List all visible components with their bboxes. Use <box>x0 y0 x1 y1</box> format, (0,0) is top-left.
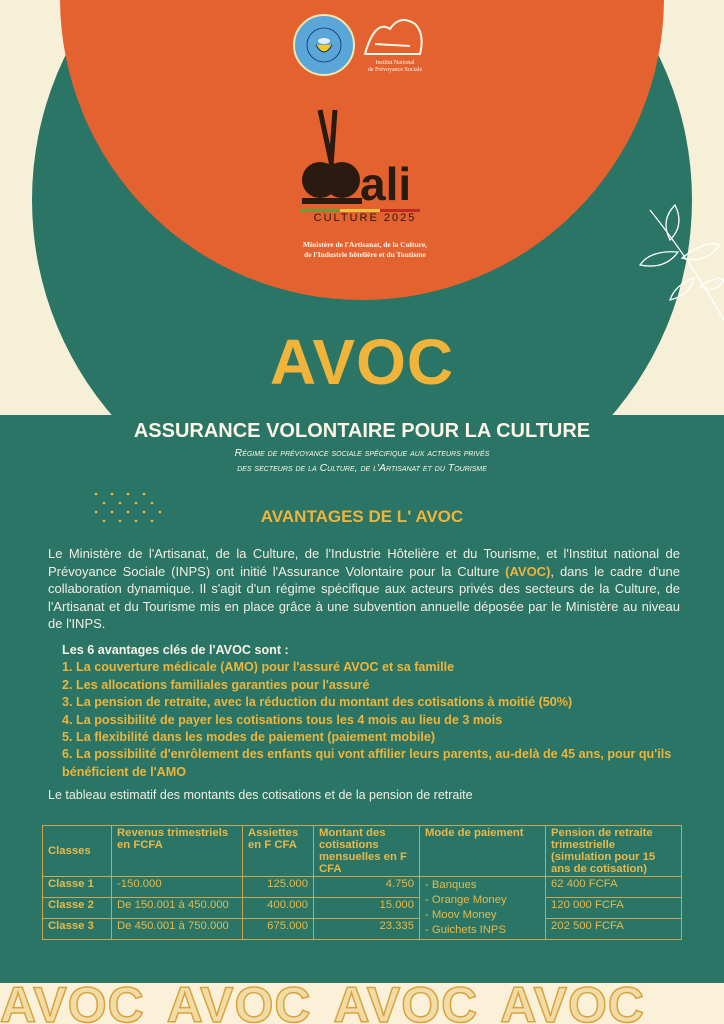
footer-avoc-banner <box>0 983 724 1024</box>
header-classes: Classes <box>43 826 112 877</box>
advantages-heading: AVANTAGES DE L' AVOC <box>260 507 464 526</box>
benefit-item: 1. La couverture médicale (AMO) pour l'assuré AVOC et sa famille <box>62 660 455 675</box>
benefit-item: 6. La possibilité d'enrôlement des enfants qui vont affilier leurs parents, au-delà de 45 ans, pour qu'ils bénéficient de l'AMO <box>62 747 672 779</box>
payment-mode: - Banques <box>425 879 477 891</box>
header-assiettes: Assiettes en F CFA <box>243 826 314 877</box>
mali-word: ali <box>360 158 412 210</box>
footer-word: AVOC <box>0 983 145 1024</box>
table-row <box>43 919 682 940</box>
cell-montant: 4.750 <box>314 877 420 898</box>
intro-part2: , dans le cadre d'une collaboration dynamique. Il s'agit d'un régime spécifique aux acteurs privés des secteurs de la Culture, de l'Artisanat et du Tourisme mis en place grâce à une subvention annuelle déposée par le Ministère au niveau de l'INPS. <box>48 563 680 631</box>
benefits-list <box>62 642 692 781</box>
cell-payment-modes <box>420 877 546 940</box>
header-montant: Montant des cotisations mensuelles en F CFA <box>314 826 420 877</box>
inps-name-line2: de Prévoyance Sociale <box>367 67 423 73</box>
benefit-item: 2. Les allocations familiales garanties pour l'assuré <box>62 677 370 692</box>
footer-word: AVOC <box>166 983 312 1024</box>
intro-highlight: (AVOC) <box>505 563 551 579</box>
table-row <box>43 877 682 898</box>
inps-logo <box>360 14 430 78</box>
leaf-branch-icon <box>630 200 724 330</box>
benefit-item: 4. La possibilité de payer les cotisations tous les 4 mois au lieu de 3 mois <box>62 712 503 727</box>
mali-culture-logo <box>290 105 440 225</box>
cell-montant: 15.000 <box>314 898 420 919</box>
culture-2025-text: CULTURE 2025 <box>313 212 417 224</box>
footer-word: AVOC <box>333 983 479 1024</box>
table-row <box>43 898 682 919</box>
cell-revenus: De 450.001 à 750.000 <box>112 919 243 940</box>
subtitle-description-line2: des secteurs de la Culture, de l'Artisanat et du Tourisme <box>237 462 487 474</box>
inps-name-line1: Institut National <box>375 60 415 66</box>
payment-mode: - Guichets INPS <box>425 924 506 936</box>
footer-word: AVOC <box>500 983 645 1024</box>
header-revenus: Revenus trimestriels en FCFA <box>112 826 243 877</box>
republique-du-mali-seal <box>293 14 355 76</box>
cell-assiette: 675.000 <box>243 919 314 940</box>
benefits-lead: Les 6 avantages clés de l'AVOC sont : <box>62 643 289 657</box>
cell-montant: 23.335 <box>314 919 420 940</box>
ministere-line2: de l'Industrie hôtelière et du Toutisme <box>304 250 426 259</box>
intro-part1: Le Ministère de l'Artisanat, de la Culture, de l'Industrie Hôtelière et du Tourisme, et l'Institut national de Prévoyance Sociale (INPS) ont initié l'Assurance Volontaire pour la Culture <box>48 546 680 579</box>
cell-classe: Classe 1 <box>43 877 112 898</box>
subtitle-description-line1: Régime de prévoyance sociale spécifique aux acteurs privés <box>234 447 490 459</box>
payment-mode: - Moov Money <box>425 909 497 921</box>
ministere-line1: Ministère de l'Artisanat, de la Culture, <box>302 240 428 249</box>
table-header-row <box>43 826 682 877</box>
benefit-item: 5. La flexibilité dans les modes de paiement (paiement mobile) <box>62 730 436 745</box>
subtitle: ASSURANCE VOLONTAIRE POUR LA CULTURE <box>133 420 591 442</box>
contributions-table <box>42 825 682 940</box>
header-mode-paiement: Mode de paiement <box>420 826 546 877</box>
cell-revenus: De 150.001 à 450.000 <box>112 898 243 919</box>
cell-classe: Classe 2 <box>43 898 112 919</box>
benefit-item: 3. La pension de retraite, avec la réduction du montant des cotisations à moitié (50%) <box>62 695 573 710</box>
cell-assiette: 400.000 <box>243 898 314 919</box>
ministere-text <box>250 240 480 260</box>
header-pension: Pension de retraite trimestrielle (simulation pour 15 ans de cotisation) <box>546 826 682 877</box>
cell-revenus: -150.000 <box>112 877 243 898</box>
subtitle-description <box>0 446 724 476</box>
table-caption: Le tableau estimatif des montants des cotisations et de la pension de retraite <box>48 788 473 802</box>
page-title: AVOC <box>269 326 455 398</box>
payment-mode: - Orange Money <box>425 894 507 906</box>
intro-paragraph <box>48 545 680 633</box>
cell-pension: 202 500 FCFA <box>546 919 682 940</box>
cell-pension: 120 000 FCFA <box>546 898 682 919</box>
cell-classe: Classe 3 <box>43 919 112 940</box>
cell-pension: 62 400 FCFA <box>546 877 682 898</box>
cell-assiette: 125.000 <box>243 877 314 898</box>
